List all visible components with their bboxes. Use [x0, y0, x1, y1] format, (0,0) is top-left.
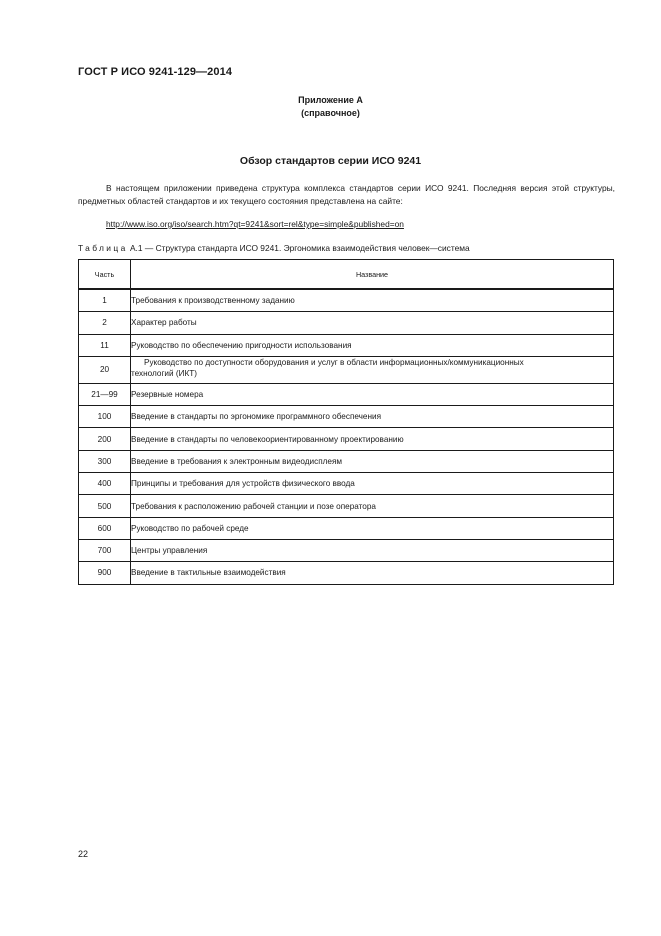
table-row	[79, 289, 614, 312]
part-title-line: Руководство по доступности оборудования и услуг в области информационных/коммуникационных	[144, 357, 524, 367]
part-number: 500	[79, 495, 131, 517]
part-number: 20	[79, 356, 131, 383]
part-title: Введение в тактильные взаимодействия	[131, 562, 614, 584]
part-title: Введение в стандарты по человекоориентированному проектированию	[131, 428, 614, 450]
part-number: 1	[79, 289, 131, 312]
part-title: Центры управления	[131, 539, 614, 561]
part-title: Руководство по рабочей среде	[131, 517, 614, 539]
table-row	[79, 495, 614, 517]
part-title: Введение в стандарты по эргономике программного обеспечения	[131, 406, 614, 428]
column-header-part: Часть	[79, 260, 131, 290]
iso-search-link[interactable]: http://www.iso.org/iso/search.htm?qt=9241&sort=rel&type=simple&published=on	[106, 219, 404, 229]
part-number: 700	[79, 539, 131, 561]
standard-code: ГОСТ Р ИСО 9241-129—2014	[78, 66, 233, 78]
table-row	[79, 406, 614, 428]
annex-title: Приложение А	[298, 95, 363, 105]
section-heading: Обзор стандартов серии ИСО 9241	[239, 155, 422, 167]
part-number: 21—99	[79, 383, 131, 405]
part-title: Требования к расположению рабочей станции и позе оператора	[131, 495, 614, 517]
part-number: 900	[79, 562, 131, 584]
part-number: 600	[79, 517, 131, 539]
part-title: Принципы и требования для устройств физического ввода	[131, 473, 614, 495]
column-header-name: Название	[131, 260, 614, 290]
table-caption	[78, 243, 470, 253]
part-number: 2	[79, 312, 131, 334]
part-number: 200	[79, 428, 131, 450]
part-title-line: технологий (ИКТ)	[131, 368, 197, 378]
table-caption-label: Таблица	[78, 243, 128, 253]
page-number: 22	[78, 849, 89, 859]
table-row	[79, 539, 614, 561]
part-title: Резервные номера	[131, 383, 614, 405]
table-caption-text: А.1 — Структура стандарта ИСО 9241. Эргономика взаимодействия человек—система	[127, 243, 470, 253]
table-row	[79, 450, 614, 472]
table-header-row	[79, 260, 614, 290]
table-row	[79, 562, 614, 584]
table-row	[79, 383, 614, 405]
part-title: Введение в требования к электронным видеодисплеям	[131, 450, 614, 472]
part-title	[131, 356, 614, 383]
table-row	[79, 473, 614, 495]
table-row	[79, 517, 614, 539]
intro-paragraph: В настоящем приложении приведена структура комплекса стандартов серии ИСО 9241. Последняя версия этой структуры, предметных областей стандартов и их текущего состояния представлена на сайте:	[78, 183, 615, 206]
table-row	[79, 312, 614, 334]
part-title: Требования к производственному заданию	[131, 289, 614, 312]
part-number: 100	[79, 406, 131, 428]
table-row	[79, 428, 614, 450]
part-number: 400	[79, 473, 131, 495]
part-title: Руководство по обеспечению пригодности использования	[131, 334, 614, 356]
table-row	[79, 356, 614, 383]
standards-table	[78, 259, 614, 585]
table-row	[79, 334, 614, 356]
annex-type: (справочное)	[301, 108, 360, 118]
part-number: 300	[79, 450, 131, 472]
part-number: 11	[79, 334, 131, 356]
part-title: Характер работы	[131, 312, 614, 334]
